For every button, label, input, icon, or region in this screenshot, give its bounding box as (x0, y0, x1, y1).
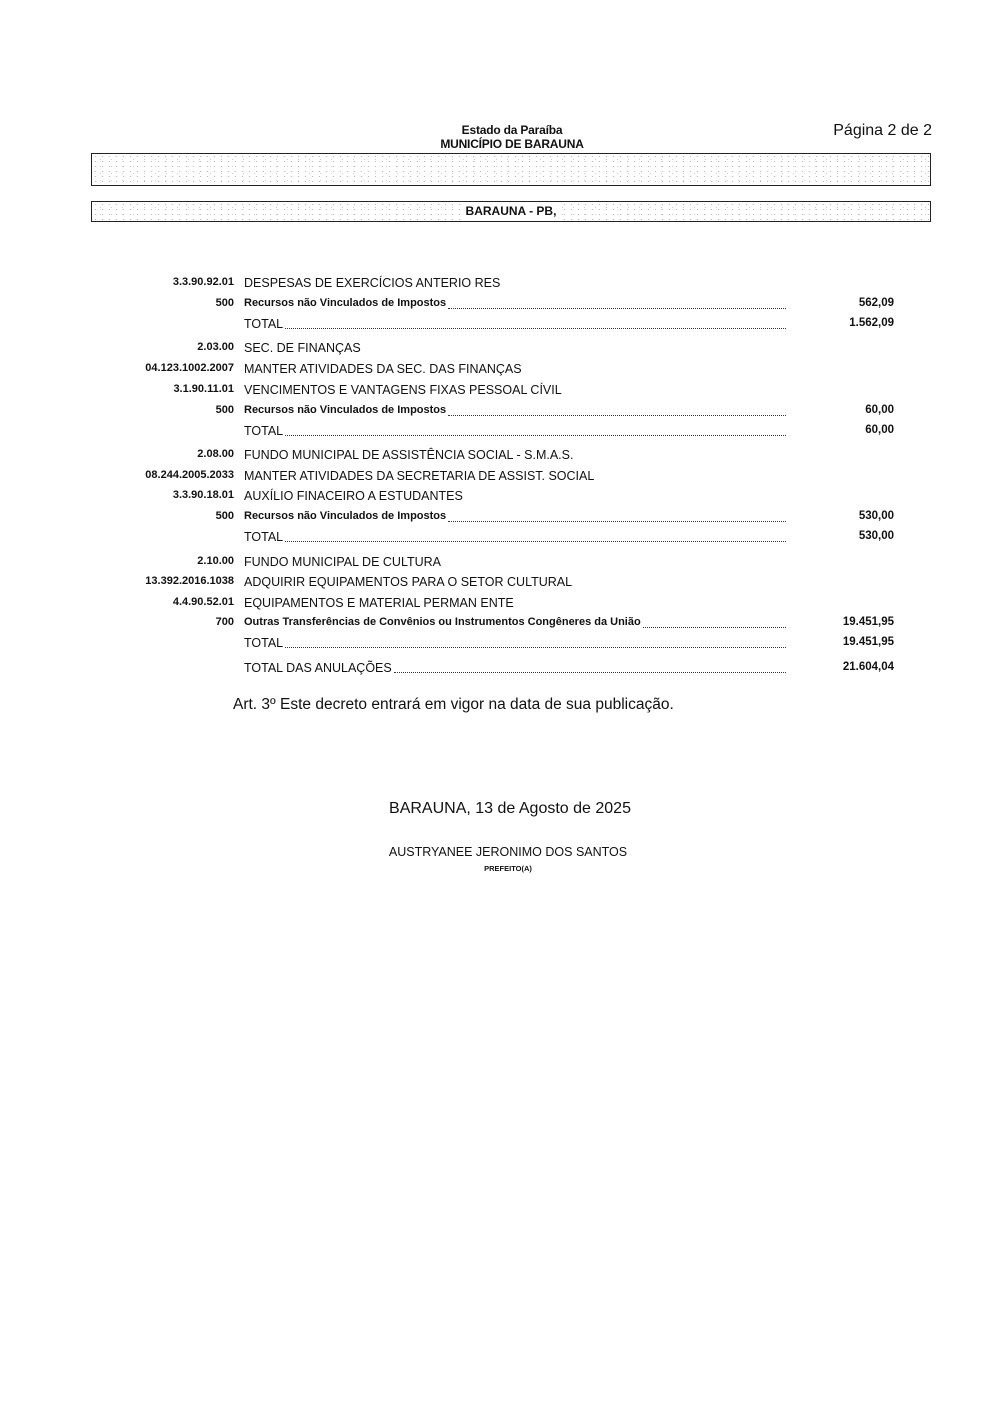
row-value: 60,00 (865, 404, 894, 416)
header-band-top (91, 153, 931, 186)
row-label: Recursos não Vinculados de Impostos (244, 510, 447, 522)
signatory-role: PREFEITO(A) (484, 864, 532, 873)
row-label-leader (244, 661, 786, 675)
dot-leader (285, 317, 786, 329)
table-row (0, 341, 1000, 359)
row-label: TOTAL (244, 636, 284, 650)
row-label: Outras Transferências de Convênios ou Instrumentos Congêneres da União (244, 616, 641, 628)
article-3: Art. 3º Este decreto entrará em vigor na data de sua publicação. (233, 696, 674, 713)
row-label-leader (244, 530, 786, 544)
row-code: 2.08.00 (197, 448, 234, 460)
row-description: EQUIPAMENTOS E MATERIAL PERMAN ENTE (244, 596, 514, 610)
page-number: Página 2 de 2 (833, 122, 932, 139)
table-row (0, 575, 1000, 593)
table-row (0, 404, 1000, 422)
row-value: 60,00 (865, 424, 894, 436)
dot-leader (394, 661, 786, 673)
table-row (0, 555, 1000, 573)
row-code: 13.392.2016.1038 (145, 575, 234, 587)
row-value: 562,09 (858, 297, 894, 309)
municipality-name: MUNICÍPIO DE BARAUNA (440, 137, 584, 151)
row-label: TOTAL (244, 530, 284, 544)
dot-leader (285, 636, 786, 648)
row-label-leader (244, 317, 786, 331)
table-row (0, 424, 1000, 442)
row-description: FUNDO MUNICIPAL DE CULTURA (244, 555, 442, 569)
row-description: VENCIMENTOS E VANTAGENS FIXAS PESSOAL CÍVIL (244, 383, 562, 397)
row-value: 21.604,04 (842, 661, 894, 673)
table-row (0, 317, 1000, 335)
row-value: 1.562,09 (849, 317, 894, 329)
row-label-leader (244, 297, 786, 309)
header-band-location (91, 201, 931, 222)
row-label: TOTAL (244, 424, 284, 438)
row-code: 700 (215, 616, 234, 628)
table-row (0, 530, 1000, 548)
row-code: 500 (215, 404, 234, 416)
row-label-leader (244, 510, 786, 522)
table-row (0, 636, 1000, 654)
row-code: 500 (215, 297, 234, 309)
table-row (0, 469, 1000, 487)
row-code: 4.4.90.52.01 (172, 596, 234, 608)
dot-leader (285, 424, 786, 436)
row-code: 2.03.00 (197, 341, 234, 353)
table-row (0, 448, 1000, 466)
dot-leader (448, 510, 786, 522)
table-row (0, 276, 1000, 294)
row-value: 19.451,95 (842, 636, 894, 648)
row-description: SEC. DE FINANÇAS (244, 341, 361, 355)
location-label: BARAUNA - PB, (462, 202, 561, 221)
row-value: 530,00 (858, 510, 894, 522)
city-date: BARAUNA, 13 de Agosto de 2025 (389, 800, 631, 817)
signatory-name: AUSTRYANEE JERONIMO DOS SANTOS (388, 845, 628, 859)
row-description: AUXÍLIO FINACEIRO A ESTUDANTES (244, 489, 463, 503)
row-label: TOTAL (244, 317, 284, 331)
dot-leader (448, 404, 786, 416)
table-row (0, 362, 1000, 380)
table-row (0, 510, 1000, 528)
row-label-leader (244, 404, 786, 416)
row-description: MANTER ATIVIDADES DA SEC. DAS FINANÇAS (244, 362, 522, 376)
row-code: 3.3.90.18.01 (172, 489, 234, 501)
row-description: FUNDO MUNICIPAL DE ASSISTÊNCIA SOCIAL - S.M.A.S. (244, 448, 574, 462)
row-label: TOTAL DAS ANULAÇÕES (244, 661, 392, 675)
row-label-leader (244, 616, 786, 628)
row-label-leader (244, 636, 786, 650)
row-code: 08.244.2005.2033 (145, 469, 234, 481)
table-row (0, 616, 1000, 634)
table-row (0, 383, 1000, 401)
row-label-leader (244, 424, 786, 438)
row-description: ADQUIRIR EQUIPAMENTOS PARA O SETOR CULTURAL (244, 575, 573, 589)
row-code: 3.1.90.11.01 (173, 383, 234, 395)
dot-leader (448, 297, 786, 309)
table-row (0, 596, 1000, 614)
row-description: DESPESAS DE EXERCÍCIOS ANTERIO RES (244, 276, 501, 290)
row-code: 3.3.90.92.01 (172, 276, 234, 288)
row-label: Recursos não Vinculados de Impostos (244, 404, 447, 416)
row-description: MANTER ATIVIDADES DA SECRETARIA DE ASSIST. SOCIAL (244, 469, 595, 483)
dot-leader (285, 530, 786, 542)
row-value: 19.451,95 (842, 616, 894, 628)
dot-leader (643, 616, 786, 628)
row-code: 04.123.1002.2007 (145, 362, 234, 374)
row-code: 2.10.00 (197, 555, 234, 567)
row-code: 500 (215, 510, 234, 522)
table-row (0, 661, 1000, 679)
row-label: Recursos não Vinculados de Impostos (244, 297, 447, 309)
table-row (0, 489, 1000, 507)
table-row (0, 297, 1000, 315)
row-value: 530,00 (858, 530, 894, 542)
state-name: Estado da Paraíba (461, 123, 563, 137)
